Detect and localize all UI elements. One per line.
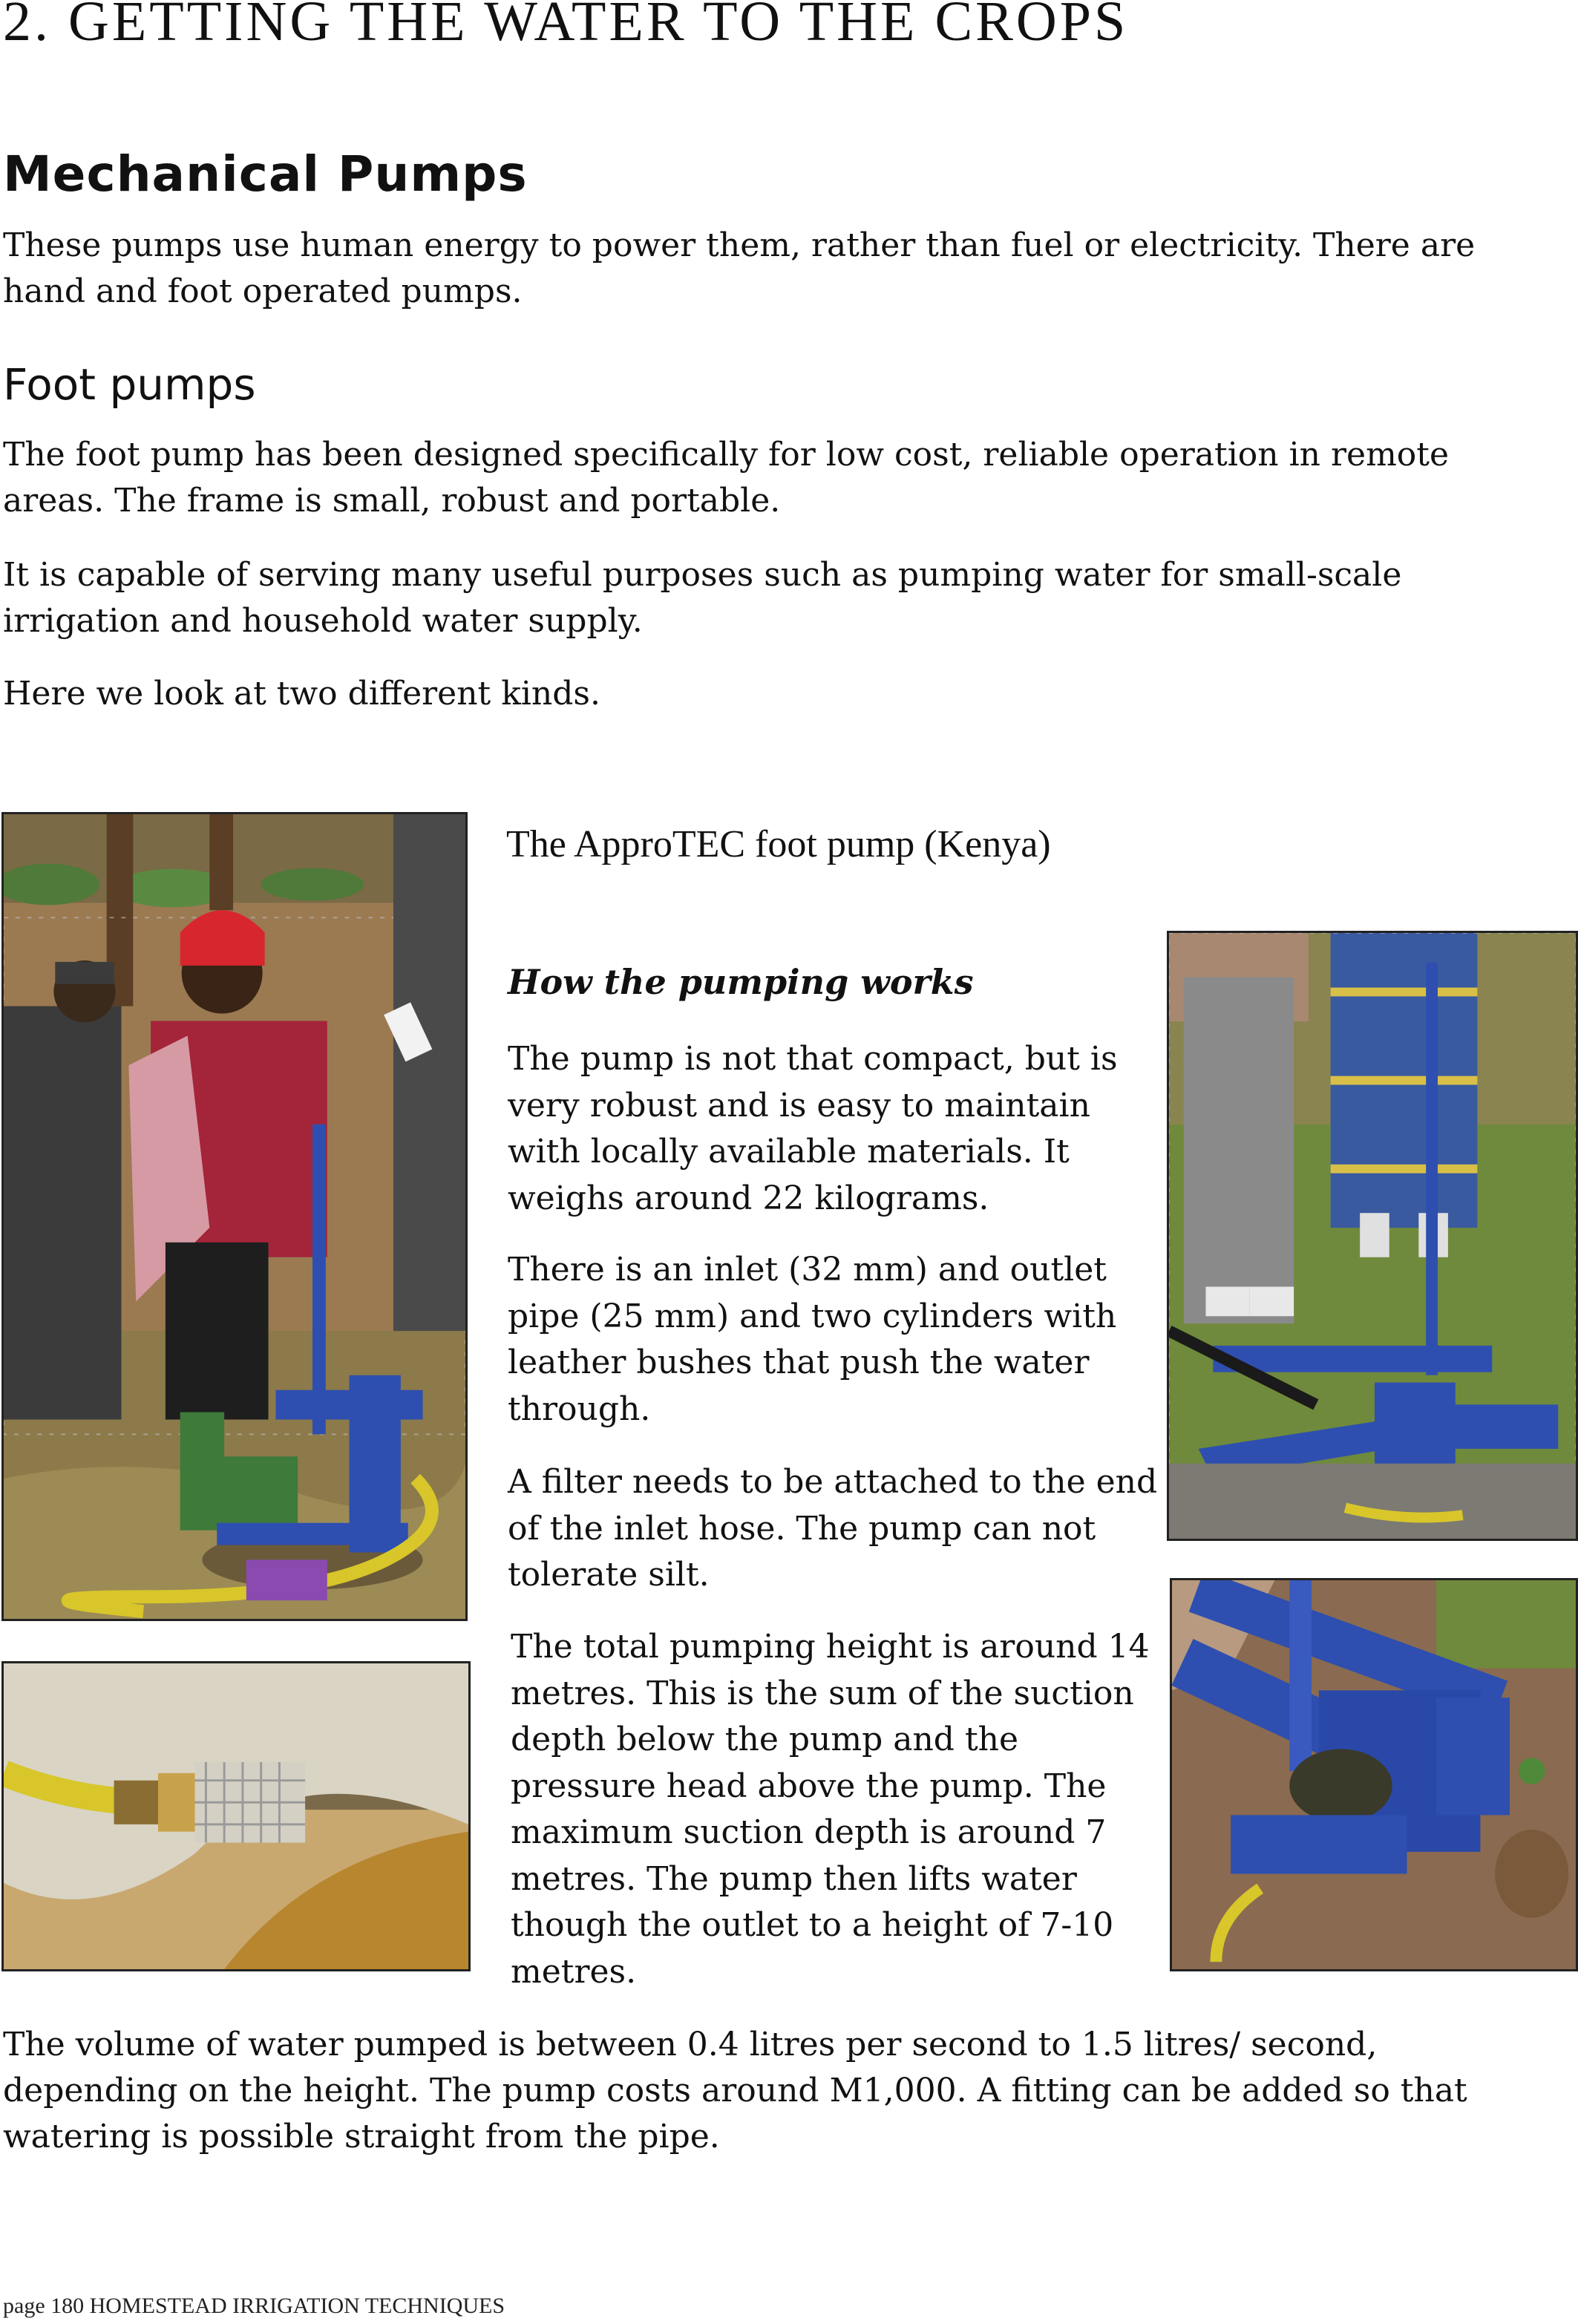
column-paragraph: A filter needs to be attached to the end of the inlet hose. The pump can not tolerate silt. bbox=[508, 1463, 1158, 1594]
foot-pump-paragraph: The foot pump has been designed specifically for low cost, reliable operation in remote areas. The frame is small, robust and portable. bbox=[3, 436, 1450, 520]
closing-paragraph: The volume of water pumped is between 0.4 litres per second to 1.5 litres/ second, depending on the height. The pump costs around M1,000. A fitting can be added so that watering is possible straight from the pipe. bbox=[3, 2026, 1467, 2156]
foot-pump-paragraph: It is capable of serving many useful purposes such as pumping water for small-scale irrigation and household water supply. bbox=[3, 556, 1402, 640]
photo-pump-top-view bbox=[1170, 1578, 1578, 1971]
sub-heading: Foot pumps bbox=[3, 359, 256, 410]
column-paragraph: The total pumping height is around 14 metres. This is the sum of the suction depth below the pump and the pressure head above the pump. The maximum suction depth is around 7 metres. The pump then lifts water though the outlet to a height of 7-10 metres. bbox=[511, 1628, 1150, 1991]
photo-inlet-filter bbox=[1, 1661, 471, 1971]
photo-pump-standing bbox=[1167, 931, 1578, 1541]
chapter-title: 2. GETTING THE WATER TO THE CROPS bbox=[3, 0, 1129, 53]
page-footer: page 180 HOMESTEAD IRRIGATION TECHNIQUES bbox=[3, 2294, 505, 2318]
column-paragraph: There is an inlet (32 mm) and outlet pipe (25 mm) and two cylinders with leather bushes that push the water through. bbox=[508, 1251, 1117, 1428]
foot-pump-paragraph: Here we look at two different kinds. bbox=[3, 675, 600, 713]
how-pumping-works-heading: How the pumping works bbox=[508, 962, 974, 1002]
column-paragraph: The pump is not that compact, but is very robust and is easy to maintain with locally available materials. It weighs around 22 kilograms. bbox=[508, 1040, 1118, 1217]
section-heading: Mechanical Pumps bbox=[3, 145, 528, 203]
photo-woman-operating-pump bbox=[1, 812, 468, 1621]
intro-paragraph: These pumps use human energy to power them, rather than fuel or electricity. There are hand and foot operated pumps. bbox=[3, 226, 1476, 310]
pump-caption: The ApproTEC foot pump (Kenya) bbox=[506, 823, 1051, 865]
